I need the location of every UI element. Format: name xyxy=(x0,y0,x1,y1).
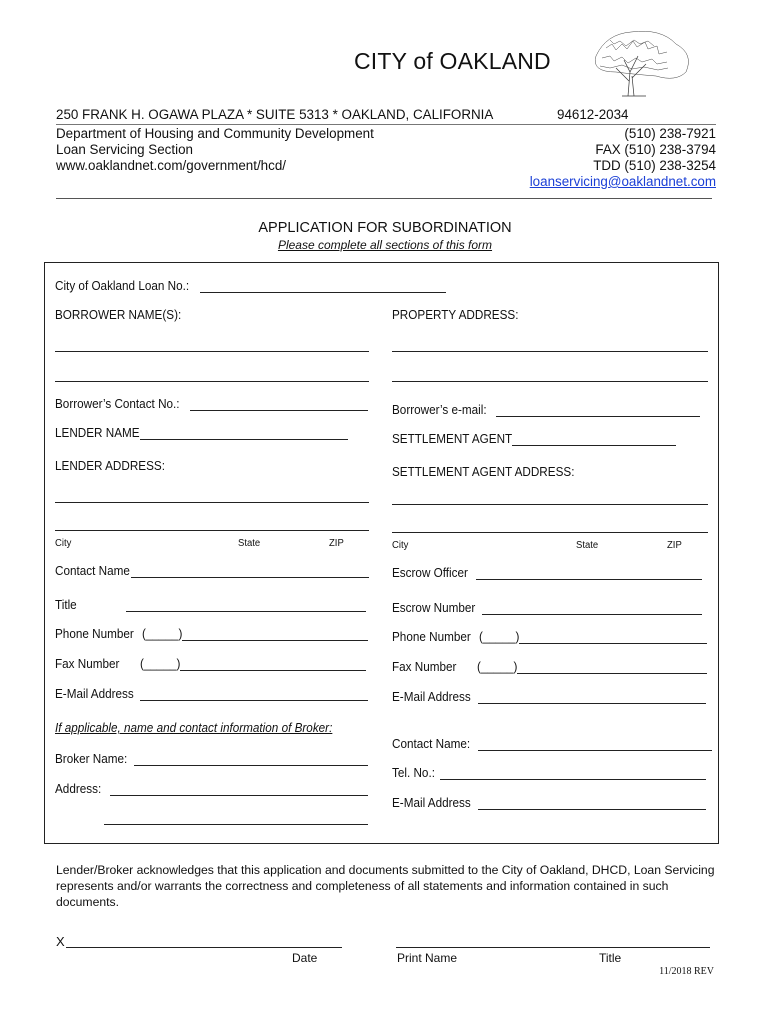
form-subtitle: Please complete all sections of this form xyxy=(277,238,493,252)
settlement-address-field-1[interactable] xyxy=(392,504,708,505)
city-title: CITY of OAKLAND xyxy=(354,48,551,74)
phone-number-field-2[interactable] xyxy=(519,643,707,644)
borrower-name-field-1[interactable] xyxy=(55,351,369,352)
print-name-label: Print Name xyxy=(397,951,458,965)
loan-no-field[interactable] xyxy=(200,292,446,293)
acknowledgement-text: Lender/Broker acknowledges that this application and documents submitted to the City of Oakland, DHCD, Loan Servicing represents and/or warrants the correctness and completeness of all statements and information contained in such documents. xyxy=(56,863,715,909)
property-address-field-1[interactable] xyxy=(392,351,708,352)
date-label: Date xyxy=(292,951,318,965)
broker-address-label: Address: xyxy=(55,782,102,796)
section-name: Loan Servicing Section xyxy=(56,142,193,157)
form-box xyxy=(44,262,719,844)
oak-tree-icon xyxy=(566,26,716,98)
escrow-officer-field[interactable] xyxy=(476,579,702,580)
borrower-name-field-2[interactable] xyxy=(55,381,369,382)
settlement-agent-label: SETTLEMENT AGENT xyxy=(392,432,513,446)
title-label: Title xyxy=(55,598,77,612)
settlement-address-field-2[interactable] xyxy=(392,532,708,533)
lender-address-field-2[interactable] xyxy=(55,530,369,531)
borrower-email-label: Borrower’s e-mail: xyxy=(392,403,487,417)
broker-address-field-1[interactable] xyxy=(110,795,368,796)
phone-number-label-2: Phone Number xyxy=(392,630,471,644)
broker-heading: If applicable, name and contact information of Broker: xyxy=(55,721,333,735)
address-line: 250 FRANK H. OGAWA PLAZA * SUITE 5313 * OAKLAND, CALIFORNIA xyxy=(56,107,494,122)
divider xyxy=(56,198,712,199)
city-label-2: City xyxy=(392,540,409,551)
lender-name-label: LENDER NAME xyxy=(55,426,140,440)
print-name-title-field[interactable] xyxy=(396,947,710,948)
state-label-2: State xyxy=(576,540,599,551)
form-title: APPLICATION FOR SUBORDINATION xyxy=(258,220,512,236)
broker-name-label: Broker Name: xyxy=(55,752,128,766)
email-address-field-2[interactable] xyxy=(478,703,706,704)
department-name: Department of Housing and Community Development xyxy=(56,126,374,141)
fax: FAX (510) 238-3794 xyxy=(595,142,716,157)
email-address-label: E-Mail Address xyxy=(55,687,134,701)
state-label: State xyxy=(238,538,261,549)
escrow-number-label: Escrow Number xyxy=(392,601,476,615)
phone-area-code: (_____) xyxy=(142,627,183,641)
settlement-agent-address-label: SETTLEMENT AGENT ADDRESS: xyxy=(392,465,575,479)
phone-area-code-2: (_____) xyxy=(479,630,520,644)
broker-tel-label: Tel. No.: xyxy=(392,766,435,780)
email-address-field[interactable] xyxy=(140,700,368,701)
phone: (510) 238-7921 xyxy=(624,126,716,141)
fax-area-code-2: (_____) xyxy=(477,660,518,674)
lender-address-field-1[interactable] xyxy=(55,502,369,503)
escrow-officer-label: Escrow Officer xyxy=(392,566,468,580)
settlement-agent-field[interactable] xyxy=(512,445,676,446)
broker-tel-field[interactable] xyxy=(440,779,706,780)
signature-x: X xyxy=(56,934,65,949)
revision-note: 11/2018 REV xyxy=(659,966,714,977)
title-sig-label: Title xyxy=(599,951,622,965)
email-link[interactable]: loanservicing@oaklandnet.com xyxy=(529,174,716,189)
fax-number-label-2: Fax Number xyxy=(392,660,457,674)
lender-name-field[interactable] xyxy=(140,439,348,440)
phone-number-label: Phone Number xyxy=(55,627,134,641)
header-divider xyxy=(56,124,716,125)
escrow-number-field[interactable] xyxy=(482,614,702,615)
city-label: City xyxy=(55,538,72,549)
property-address-field-2[interactable] xyxy=(392,381,708,382)
contact-name-label: Contact Name xyxy=(55,564,130,578)
broker-contact-name-field[interactable] xyxy=(478,750,712,751)
broker-email-field[interactable] xyxy=(478,809,706,810)
zip-label: ZIP xyxy=(329,538,344,549)
contact-name-field[interactable] xyxy=(131,577,369,578)
broker-contact-name-label: Contact Name: xyxy=(392,737,471,751)
lender-address-label: LENDER ADDRESS: xyxy=(55,459,166,473)
zip-label-2: ZIP xyxy=(667,540,682,551)
borrower-contact-label: Borrower’s Contact No.: xyxy=(55,397,180,411)
broker-name-field[interactable] xyxy=(134,765,368,766)
phone-number-field[interactable] xyxy=(182,640,368,641)
borrower-names-label: BORROWER NAME(S): xyxy=(55,308,182,322)
broker-address-field-2[interactable] xyxy=(104,824,368,825)
fax-number-field[interactable] xyxy=(180,670,366,671)
title-field[interactable] xyxy=(126,611,366,612)
borrower-contact-field[interactable] xyxy=(190,410,368,411)
fax-number-label: Fax Number xyxy=(55,657,120,671)
tdd: TDD (510) 238-3254 xyxy=(593,158,716,173)
email-address-label-2: E-Mail Address xyxy=(392,690,471,704)
fax-area-code: (_____) xyxy=(140,657,181,671)
broker-email-label: E-Mail Address xyxy=(392,796,471,810)
signature-field[interactable] xyxy=(66,947,342,948)
loan-no-label: City of Oakland Loan No.: xyxy=(55,279,190,293)
website: www.oaklandnet.com/government/hcd/ xyxy=(56,158,286,173)
fax-number-field-2[interactable] xyxy=(517,673,707,674)
property-address-label: PROPERTY ADDRESS: xyxy=(392,308,519,322)
borrower-email-field[interactable] xyxy=(496,416,700,417)
zip-code: 94612-2034 xyxy=(557,107,629,122)
